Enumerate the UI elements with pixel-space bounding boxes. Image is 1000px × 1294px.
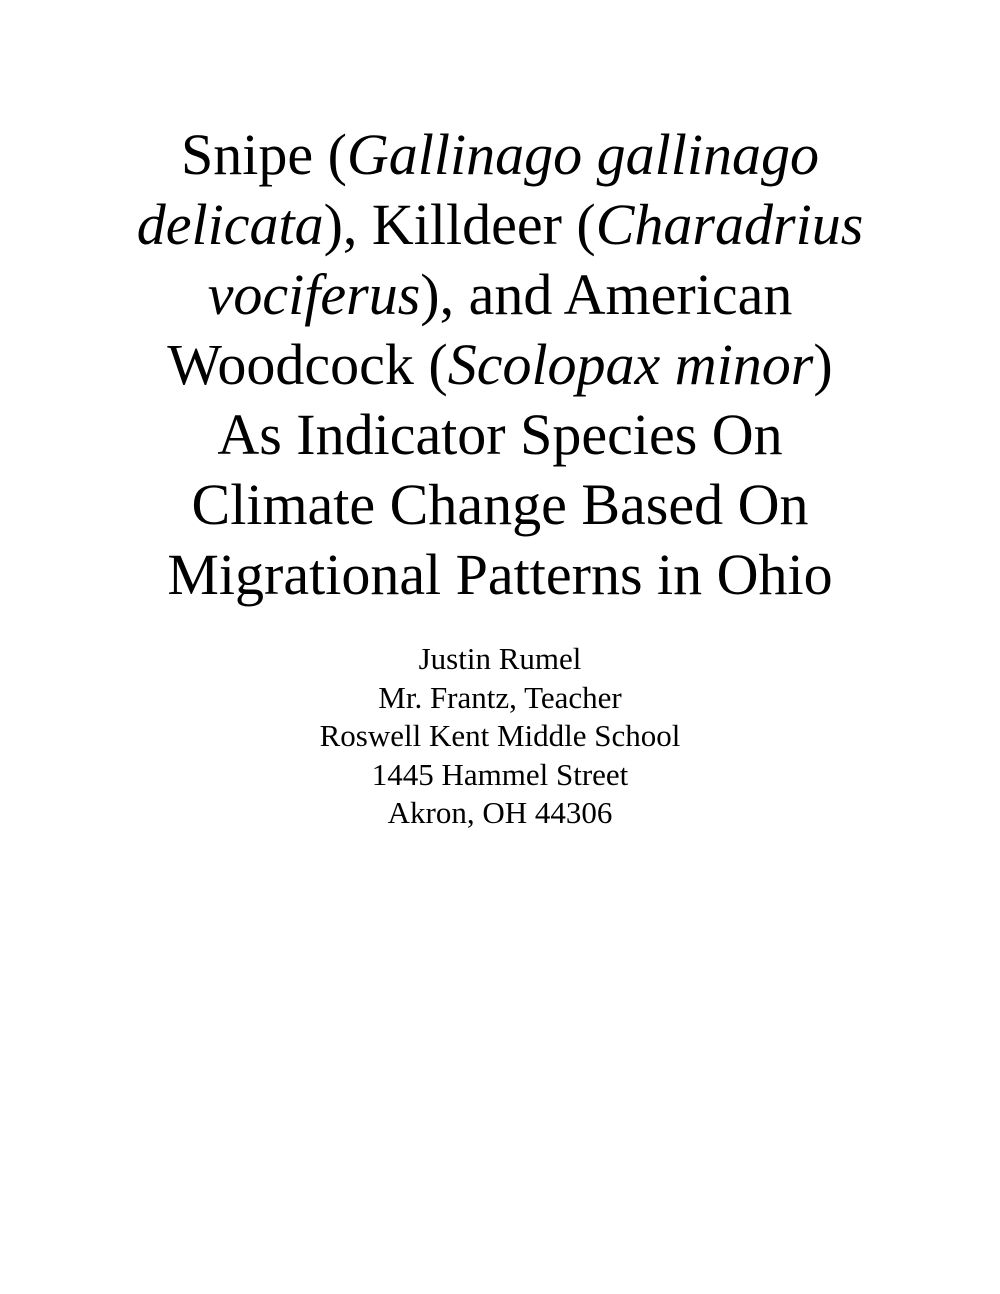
scientific-name: vociferus — [207, 262, 421, 327]
title-line-1 — [40, 120, 960, 190]
title-text: Woodcock ( — [167, 332, 448, 397]
title-line-5: As Indicator Species On — [217, 402, 783, 467]
scientific-name: Scolopax minor — [447, 332, 814, 397]
title-text: Snipe ( — [180, 122, 347, 187]
author-name: Justin Rumel — [418, 641, 582, 676]
scientific-name: Gallinago gallinago — [346, 122, 819, 187]
title-line-3 — [40, 260, 960, 330]
school-name: Roswell Kent Middle School — [319, 718, 681, 753]
scientific-name: Charadrius — [595, 192, 864, 257]
scientific-name: delicata — [136, 192, 324, 257]
author-block — [100, 640, 900, 833]
title-line-4 — [40, 330, 960, 400]
title-line-2 — [40, 190, 960, 260]
title-line-7: Migrational Patterns in Ohio — [167, 542, 833, 607]
teacher-name: Mr. Frantz, Teacher — [378, 679, 622, 715]
city-state-zip: Akron, OH 44306 — [387, 795, 613, 830]
document-title — [40, 120, 960, 610]
title-text: ), and American — [420, 262, 793, 327]
title-line-6: Climate Change Based On — [191, 472, 809, 537]
title-text: ) — [813, 332, 833, 397]
street-address: 1445 Hammel Street — [371, 756, 629, 792]
title-text: ), Killdeer ( — [323, 192, 596, 257]
